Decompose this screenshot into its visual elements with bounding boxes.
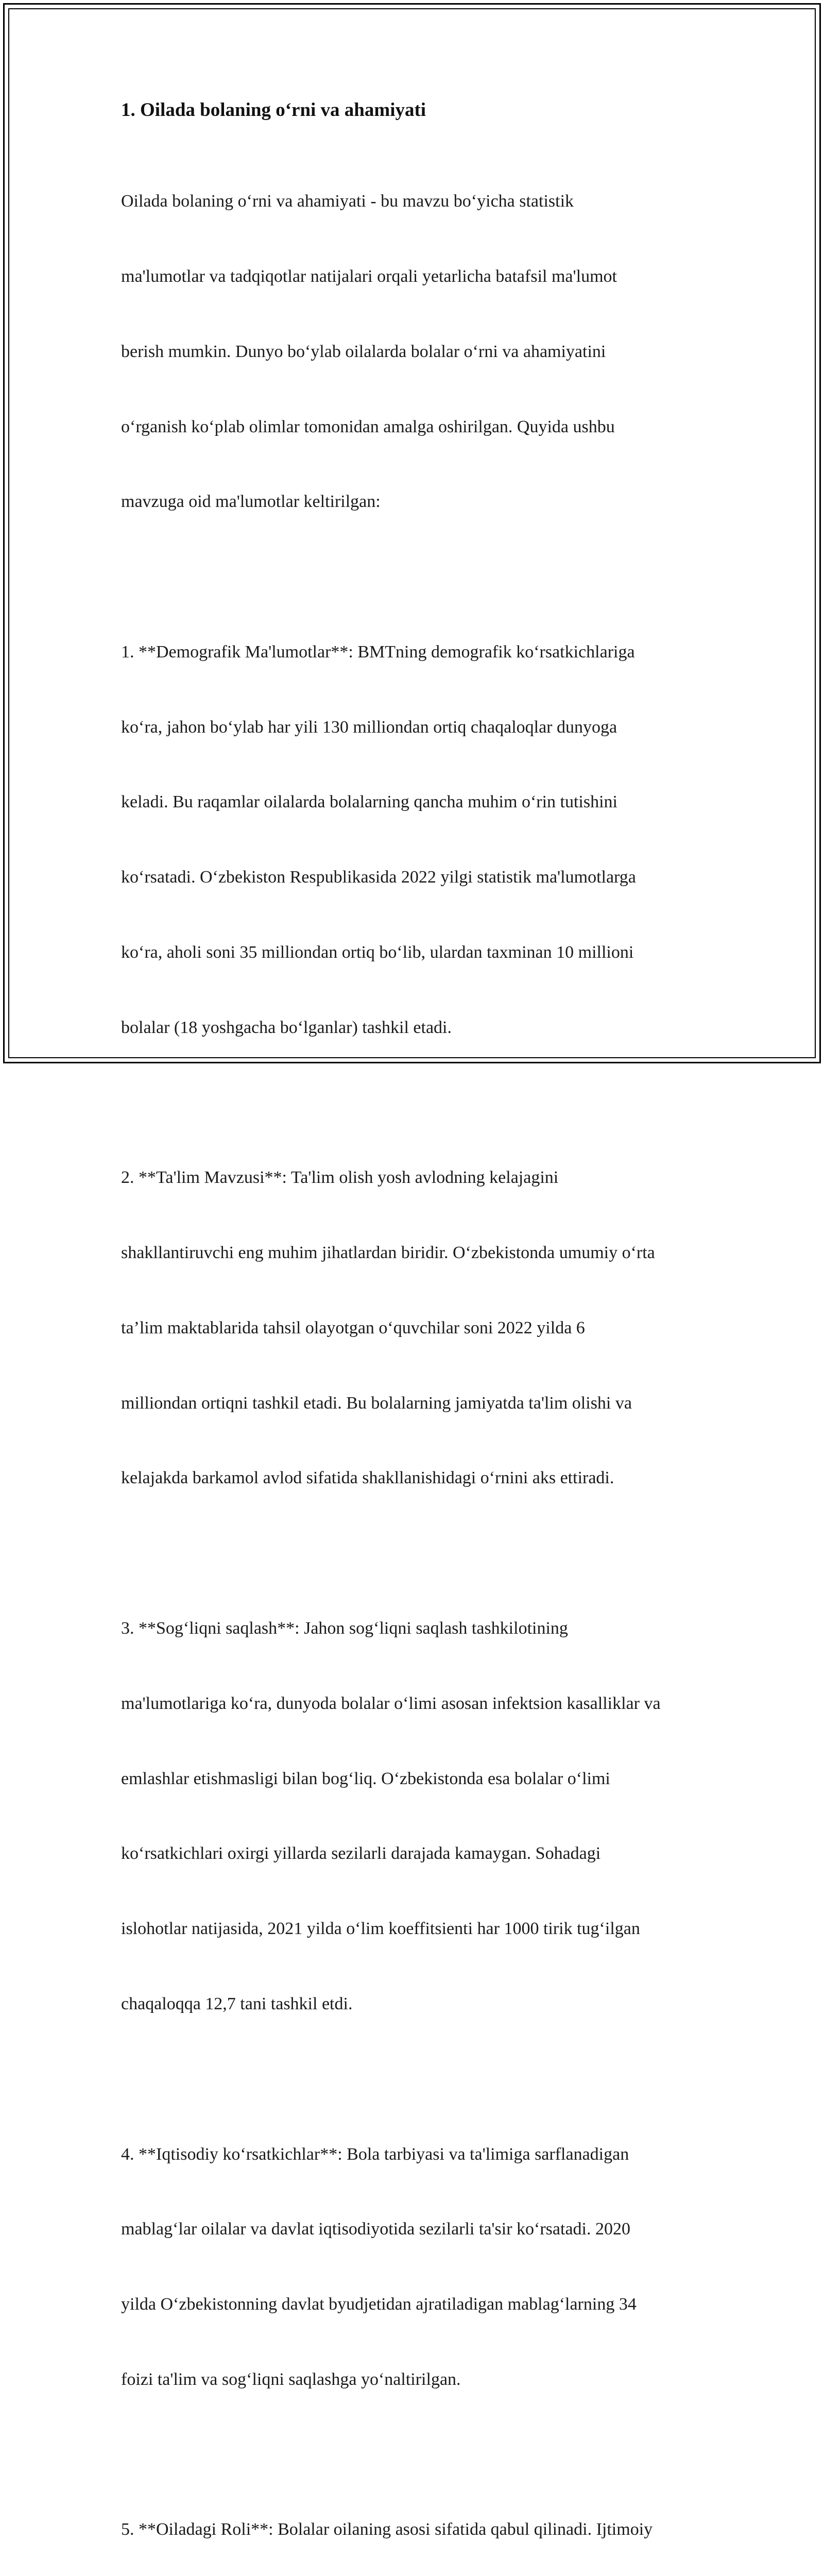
health-paragraph	[121, 1566, 713, 2067]
text-line: ko‘ra, jahon bo‘ylab har yili 130 milliondan ortiq chaqaloqlar dunyoga	[121, 717, 617, 737]
text-line: berish mumkin. Dunyo bo‘ylab oilalarda bolalar o‘rni va ahamiyatini	[121, 342, 606, 361]
economy-paragraph	[121, 2092, 713, 2442]
text-line: shakllantiruvchi eng muhim jihatlardan biridir. O‘zbekistonda umumiy o‘rta	[121, 1243, 655, 1263]
text-line: ko‘rsatkichlari oxirgi yillarda sezilarli darajada kamaygan. Sohadagi	[121, 1844, 601, 1863]
text-line: mablag‘lar oilalar va davlat iqtisodiyotida sezilarli ta'sir ko‘rsatadi. 2020	[121, 2219, 630, 2239]
text-line: ta’lim maktablarida tahsil olayotgan o‘quvchilar soni 2022 yilda 6	[121, 1318, 585, 1337]
text-line: 4. **Iqtisodiy ko‘rsatkichlar**: Bola tarbiyasi va ta'limiga sarflanadigan	[121, 2144, 629, 2164]
text-line: islohotlar natijasida, 2021 yilda o‘lim koeffitsienti har 1000 tirik tug‘ilgan	[121, 1919, 640, 1939]
text-line: ko‘rsatadi. O‘zbekiston Respublikasida 2022 yilgi statistik ma'lumotlarga	[121, 868, 636, 887]
text-line: ko‘ra, aholi soni 35 milliondan ortiq bo‘lib, ulardan taxminan 10 millioni	[121, 943, 634, 962]
text-line: 5. **Oiladagi Roli**: Bolalar oilaning asosi sifatida qabul qilinadi. Ijtimoiy	[121, 2520, 653, 2539]
text-line: keladi. Bu raqamlar oilalarda bolalarning qancha muhim o‘rin tutishini	[121, 792, 618, 812]
text-line: kelajakda barkamol avlod sifatida shakllanishidagi o‘rnini aks ettiradi.	[121, 1468, 614, 1488]
text-line: o‘rganish ko‘plab olimlar tomonidan amalga oshirilgan. Quyida ushbu	[121, 417, 615, 436]
text-line: chaqaloqqa 12,7 tani tashkil etdi.	[121, 1994, 353, 2013]
intro-paragraph	[121, 139, 713, 565]
text-line: 1. **Demografik Ma'lumotlar**: BMTning demografik ko‘rsatkichlariga	[121, 642, 635, 662]
family-role-paragraph	[121, 2467, 713, 2576]
text-line: milliondan ortiqni tashkil etadi. Bu bolalarning jamiyatda ta'lim olishi va	[121, 1393, 632, 1413]
text-line: Oilada bolaning o‘rni va ahamiyati - bu mavzu bo‘yicha statistik	[121, 192, 574, 211]
text-line: yilda O‘zbekistonning davlat byudjetidan ajratiladigan mablag‘larning 34	[121, 2295, 637, 2314]
text-line: 2. **Ta'lim Mavzusi**: Ta'lim olish yosh avlodning kelajagini	[121, 1168, 559, 1188]
text-line: bolalar (18 yoshgacha bo‘lganlar) tashkil etadi.	[121, 1018, 452, 1037]
section-heading: 1. Oilada bolaning o‘rni va ahamiyati	[121, 99, 426, 121]
text-line: emlashlar etishmasligi bilan bog‘liq. O‘zbekistonda esa bolalar o‘limi	[121, 1769, 610, 1788]
text-line: foizi ta'lim va sog‘liqni saqlashga yo‘naltirilgan.	[121, 2369, 461, 2389]
text-line: ma'lumotlar va tadqiqotlar natijalari orqali yetarlicha batafsil ma'lumot	[121, 266, 617, 286]
demography-paragraph	[121, 590, 713, 1091]
text-line: ma'lumotlariga ko‘ra, dunyoda bolalar o‘limi asosan infektsion kasalliklar va	[121, 1693, 661, 1713]
document-content	[121, 96, 713, 2576]
text-line: mavzuga oid ma'lumotlar keltirilgan:	[121, 492, 381, 512]
text-line: 3. **Sog‘liqni saqlash**: Jahon sog‘liqni saqlash tashkilotining	[121, 1619, 568, 1638]
education-paragraph	[121, 1115, 713, 1541]
